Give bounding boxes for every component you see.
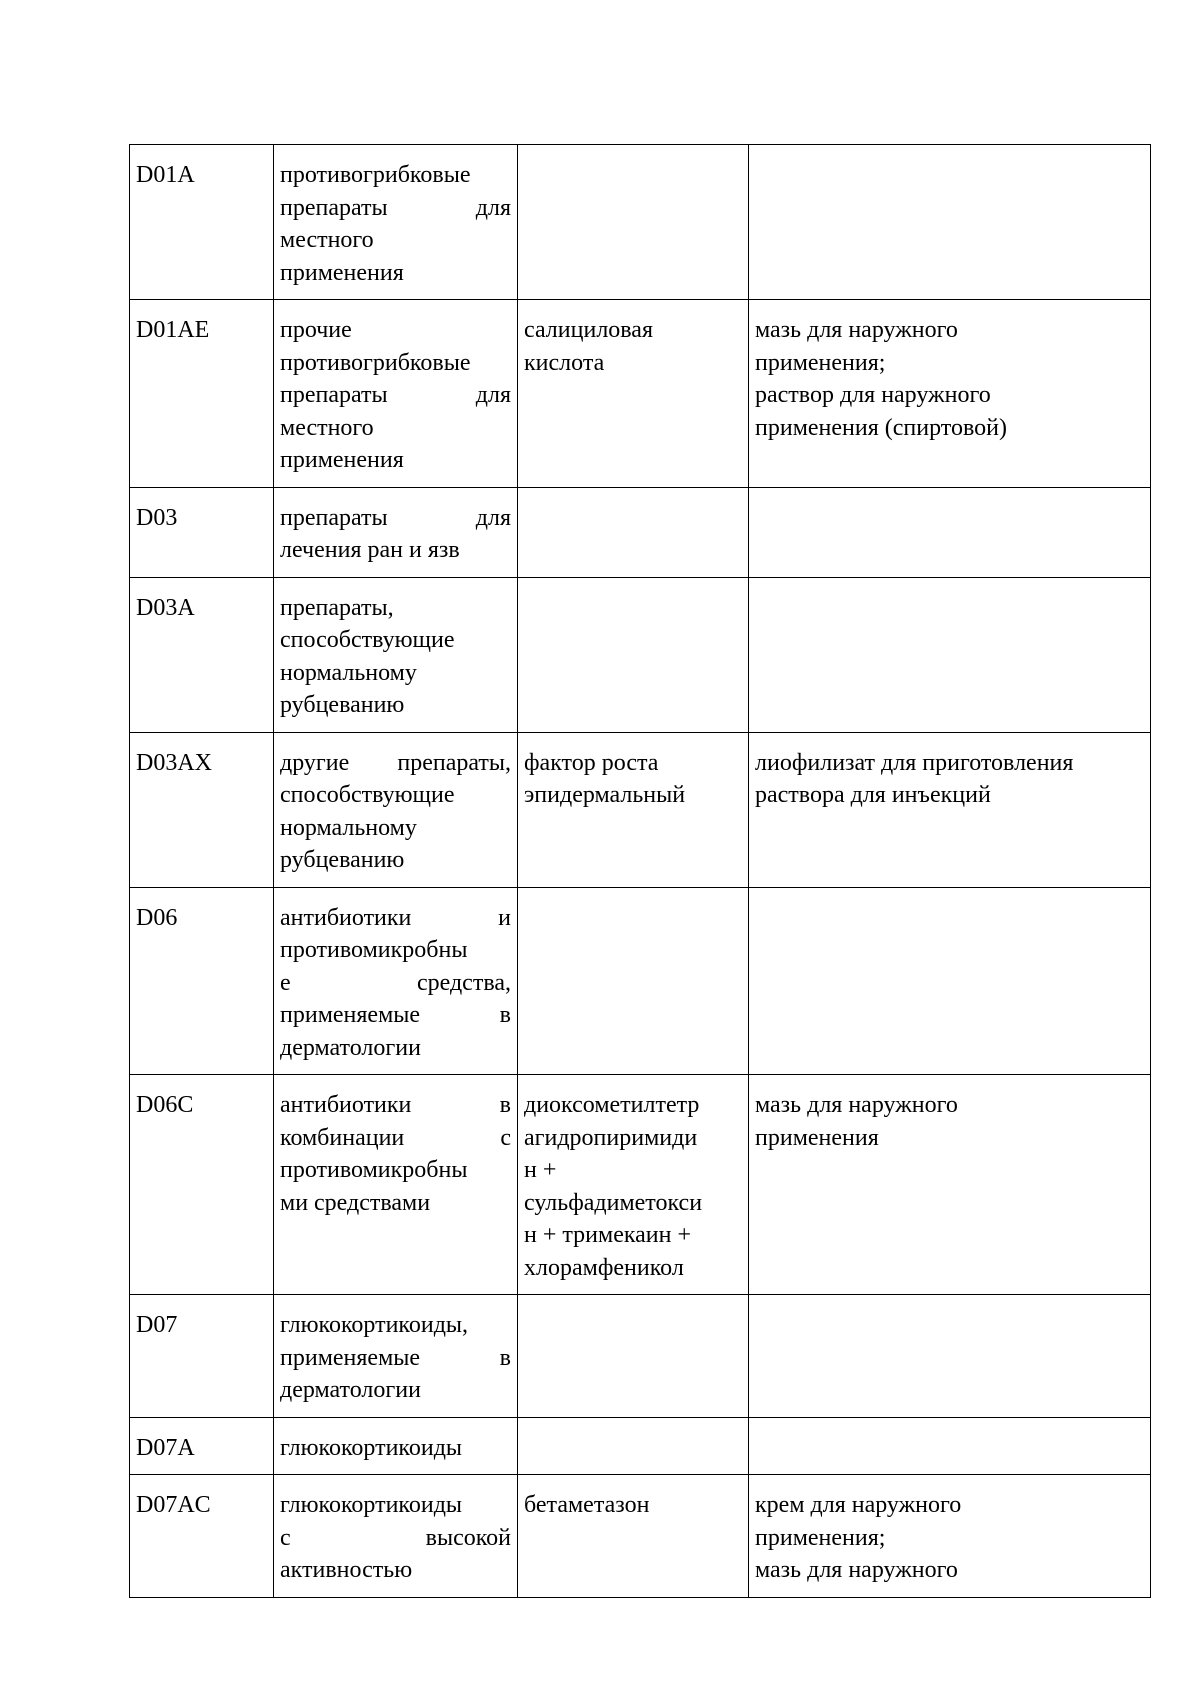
drug-name-cell	[518, 300, 749, 488]
group-name-cell	[274, 1475, 518, 1598]
drug-name-line: н + тримекаин +	[524, 1222, 692, 1248]
drug-name-line: диоксометилтетр	[524, 1092, 700, 1118]
group-name-line: е средства,	[280, 969, 511, 996]
drug-name-line: агидропиримиди	[524, 1124, 698, 1151]
drug-name-line: эпидермальный	[524, 782, 686, 808]
group-name-line: противомикробны	[280, 1157, 468, 1183]
group-name-line: применяемые в	[280, 1002, 511, 1028]
group-name-line: препараты для	[280, 194, 511, 221]
dosage-form-line: крем для наружного	[755, 1492, 962, 1518]
atc-code: D03A	[136, 594, 195, 621]
dosage-form-cell	[749, 487, 1151, 577]
group-name-cell	[274, 487, 518, 577]
drug-name-cell	[518, 1475, 749, 1598]
drug-name-line: салициловая	[524, 317, 653, 343]
group-name-line: с высокой	[280, 1524, 511, 1551]
table-row	[130, 732, 1151, 887]
dosage-form-line: мазь для наружного	[755, 317, 958, 343]
dosage-form-line: применения;	[755, 349, 886, 376]
dosage-form-cell	[749, 577, 1151, 732]
group-name-line: комбинации с	[280, 1124, 511, 1151]
dosage-form-line: мазь для наружного	[755, 1092, 958, 1118]
dosage-form-cell	[749, 1475, 1151, 1598]
group-name-line: применения	[280, 259, 404, 286]
group-name-line: противогрибковые	[280, 162, 471, 188]
group-name-cell	[274, 1295, 518, 1418]
drug-name-line: сульфадиметокси	[524, 1189, 703, 1216]
atc-code: D06C	[136, 1092, 194, 1118]
dosage-form-line: раствор для наружного	[755, 382, 991, 408]
dosage-form-line: мазь для наружного	[755, 1557, 958, 1583]
group-name-line: нормальному	[280, 814, 417, 841]
group-name-cell	[274, 577, 518, 732]
drug-name-cell	[518, 887, 749, 1075]
atc-code-cell	[130, 577, 274, 732]
atc-code: D03AX	[136, 749, 212, 776]
group-name-line: местного	[280, 227, 374, 253]
atc-code: D06	[136, 904, 178, 931]
group-name-line: лечения ран и язв	[280, 537, 460, 563]
dosage-form-cell	[749, 887, 1151, 1075]
group-name-line: противомикробны	[280, 937, 468, 963]
group-name-cell	[274, 300, 518, 488]
drug-name-cell	[518, 732, 749, 887]
drug-name-line: бетаметазон	[524, 1492, 650, 1518]
table-row	[130, 1295, 1151, 1418]
atc-code: D03	[136, 504, 178, 531]
atc-code-cell	[130, 1295, 274, 1418]
group-name-line: дерматологии	[280, 1034, 421, 1061]
atc-code: D01A	[136, 162, 195, 188]
group-name-line: применяемые в	[280, 1344, 511, 1371]
table-row	[130, 577, 1151, 732]
atc-code-cell	[130, 487, 274, 577]
atc-code-cell	[130, 1475, 274, 1598]
drug-name-line: хлорамфеникол	[524, 1254, 684, 1281]
drug-name-line: н +	[524, 1157, 557, 1183]
group-name-line: препараты для	[280, 504, 511, 531]
dosage-form-line: применения;	[755, 1524, 886, 1551]
dosage-form-cell	[749, 732, 1151, 887]
drug-name-cell	[518, 1295, 749, 1418]
group-name-line: дерматологии	[280, 1377, 421, 1403]
group-name-line: препараты для	[280, 382, 511, 408]
dosage-form-cell	[749, 1295, 1151, 1418]
table-row	[130, 487, 1151, 577]
group-name-line: местного	[280, 414, 374, 441]
drug-name-line: фактор роста	[524, 749, 659, 776]
drug-name-cell	[518, 577, 749, 732]
group-name-line: активностью	[280, 1557, 413, 1583]
group-name-line: способствующие	[280, 782, 455, 808]
dosage-form-cell	[749, 300, 1151, 488]
atc-code-cell	[130, 887, 274, 1075]
atc-code-cell	[130, 1417, 274, 1475]
dosage-form-cell	[749, 1417, 1151, 1475]
group-name-line: применения	[280, 447, 404, 473]
group-name-line: способствующие	[280, 627, 455, 653]
drug-name-cell	[518, 1075, 749, 1295]
group-name-line: нормальному	[280, 659, 417, 686]
table-row	[130, 1417, 1151, 1475]
dosage-form-line: применения	[755, 1124, 879, 1151]
group-name-line: глюкокортикоиды,	[280, 1312, 469, 1338]
group-name-line: глюкокортикоиды	[280, 1434, 463, 1461]
atc-code: D07AC	[136, 1492, 211, 1518]
atc-code: D07A	[136, 1434, 195, 1461]
group-name-cell	[274, 732, 518, 887]
atc-code: D07	[136, 1312, 178, 1338]
atc-code: D01AE	[136, 317, 210, 343]
dosage-form-cell	[749, 145, 1151, 300]
table-row	[130, 145, 1151, 300]
atc-code-cell	[130, 1075, 274, 1295]
atc-code-cell	[130, 732, 274, 887]
drug-name-cell	[518, 1417, 749, 1475]
group-name-line: противогрибковые	[280, 349, 471, 376]
group-name-cell	[274, 1075, 518, 1295]
group-name-cell	[274, 887, 518, 1075]
group-name-cell	[274, 1417, 518, 1475]
drug-name-cell	[518, 145, 749, 300]
table-row	[130, 300, 1151, 488]
atc-code-cell	[130, 145, 274, 300]
group-name-line: прочие	[280, 317, 352, 343]
group-name-line: глюкокортикоиды	[280, 1492, 463, 1518]
group-name-line: рубцеванию	[280, 847, 405, 873]
group-name-cell	[274, 145, 518, 300]
table-row	[130, 887, 1151, 1075]
dosage-form-line: раствора для инъекций	[755, 782, 991, 808]
group-name-line: рубцеванию	[280, 692, 405, 718]
group-name-line: препараты,	[280, 594, 394, 621]
group-name-line: антибиотики в	[280, 1092, 511, 1118]
drug-name-line: кислота	[524, 349, 605, 376]
dosage-form-line: лиофилизат для приготовления	[755, 749, 1074, 776]
drug-name-cell	[518, 487, 749, 577]
dosage-form-cell	[749, 1075, 1151, 1295]
atc-drug-table	[129, 144, 1151, 1598]
table-row	[130, 1475, 1151, 1598]
group-name-line: ми средствами	[280, 1189, 431, 1216]
table-row	[130, 1075, 1151, 1295]
dosage-form-line: применения (спиртовой)	[755, 414, 1007, 441]
group-name-line: антибиотики и	[280, 904, 511, 931]
atc-code-cell	[130, 300, 274, 488]
group-name-line: другие препараты,	[280, 749, 511, 776]
atc-table-body	[130, 145, 1151, 1598]
